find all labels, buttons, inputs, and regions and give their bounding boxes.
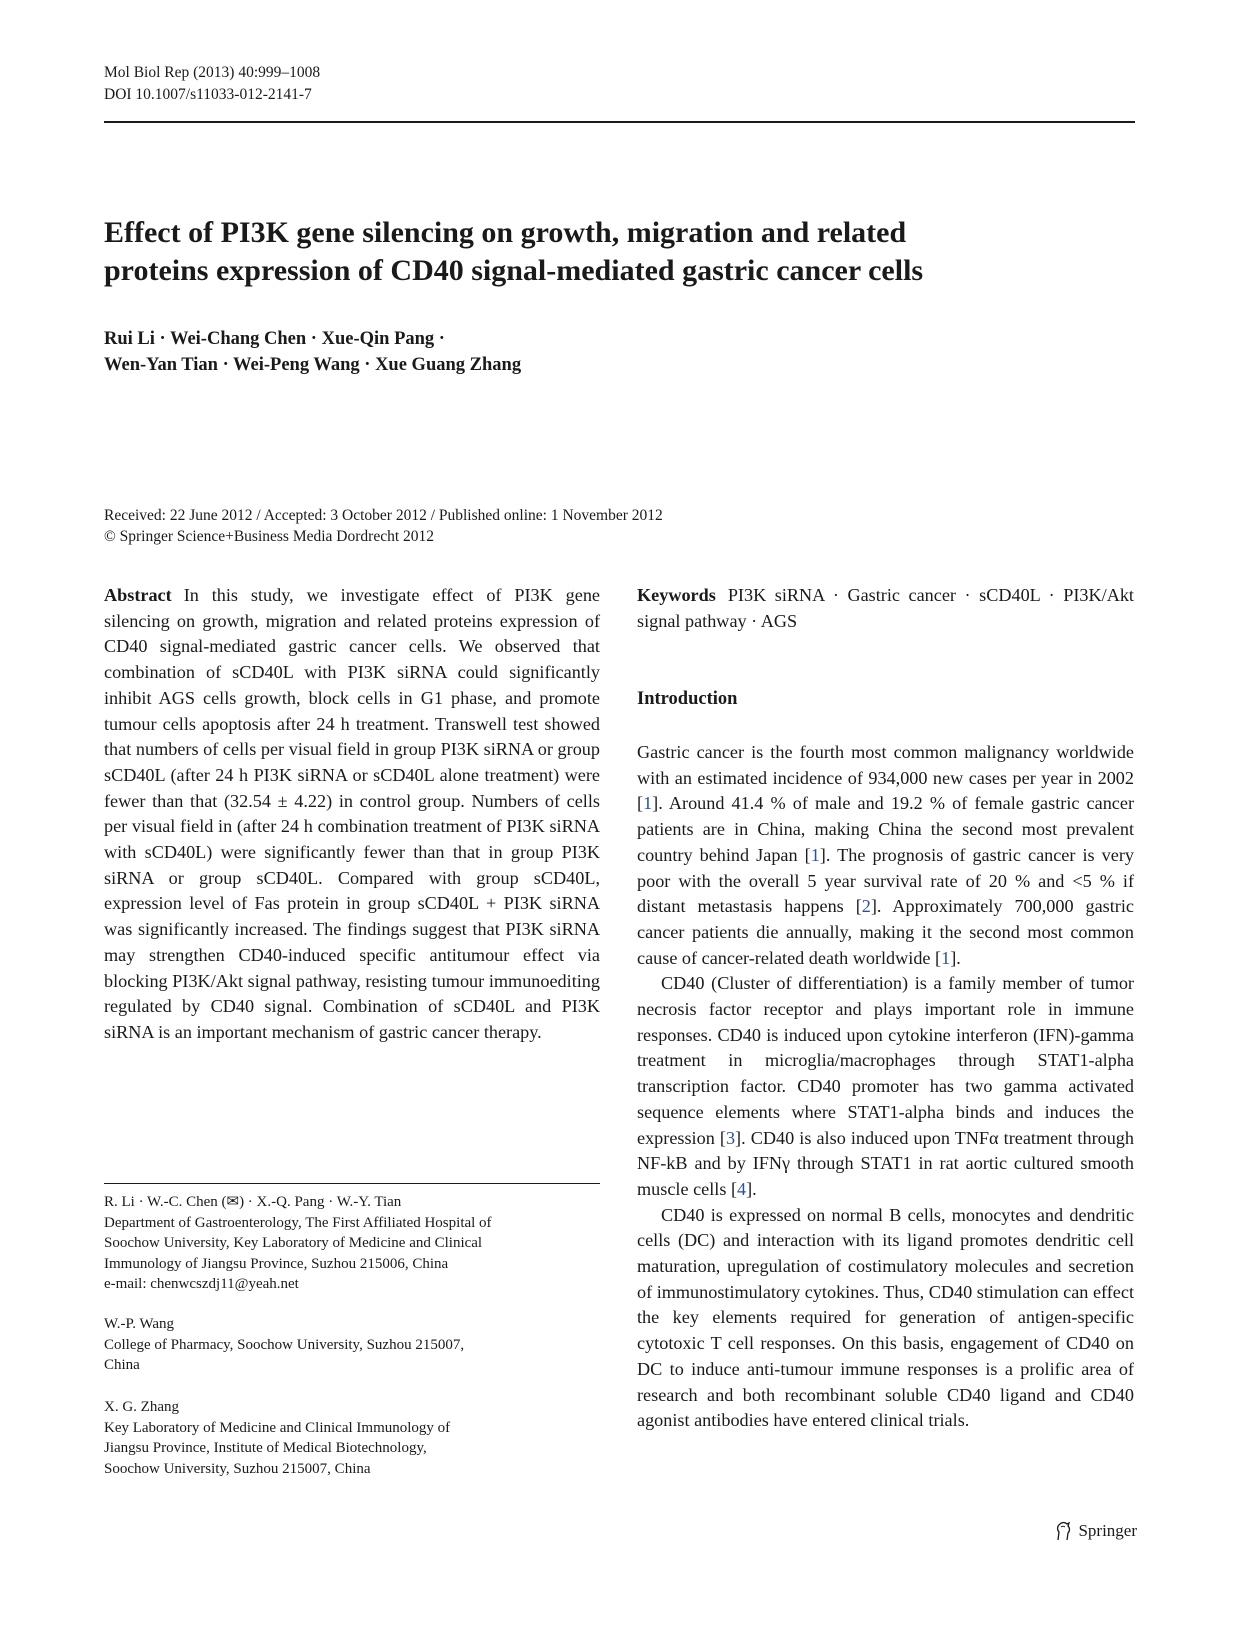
reference-link[interactable]: 1 [810,844,820,865]
dates-line: Received: 22 June 2012 / Accepted: 3 October 2012 / Published online: 1 November 2012 [104,507,663,524]
author-list [104,326,521,378]
affiliation-2 [104,1314,600,1376]
springer-horse-icon [1054,1521,1072,1541]
reference-link[interactable]: 1 [643,793,653,814]
keywords-label: Keywords [637,585,716,605]
reference-link[interactable]: 4 [737,1178,747,1199]
doi-line: DOI 10.1007/s11033-012-2141-7 [104,86,312,103]
affiliation-2-line: China [104,1357,140,1373]
journal-citation: Mol Biol Rep (2013) 40:999–1008 [104,64,321,81]
reference-link[interactable]: 2 [861,896,871,917]
intro-paragraph-2: CD40 (Cluster of differentiation) is a family member of tumor necrosis factor receptor and plays important role in immune responses. CD40 is induced upon cytokine interferon (IFN)-gamma treatment in microglia/macrophages through STAT1-alpha transcription factor. CD40 promoter has two gamma activated sequence elements where STAT1-alpha binds and induces the expression [3]. CD40 is also induced upon TNFα treatment through NF-kB and by IFNγ through STAT1 in rat aortic cultured smooth muscle cells [4]. [637,973,1134,1199]
authors-line-2: Wen-Yan Tian · Wei-Peng Wang · Xue Guang Zhang [104,355,522,375]
copyright-line: © Springer Science+Business Media Dordrecht 2012 [104,528,435,545]
title-line-1: Effect of PI3K gene silencing on growth, migration and related [104,216,907,249]
abstract-label: Abstract [104,585,172,605]
paper-title [104,214,1135,290]
contact-email[interactable]: e-mail: chenwcszdj11@yeah.net [104,1276,299,1292]
header-rule [104,121,1135,123]
affiliation-2-name: W.-P. Wang [104,1316,175,1332]
affiliation-3 [104,1397,600,1479]
footnote-rule [104,1183,600,1184]
affiliation-1-line: Immunology of Jiangsu Province, Suzhou 215006, China [104,1255,449,1272]
affiliation-3-line: Key Laboratory of Medicine and Clinical Immunology of [104,1419,451,1436]
publisher-logo [1054,1521,1137,1541]
keywords-text: PI3K siRNA · Gastric cancer · sCD40L · PI3K/Akt signal pathway · AGS [637,585,1134,631]
affiliation-1-names: R. Li · W.-C. Chen (✉) · X.-Q. Pang · W.-Y. Tian [104,1194,402,1210]
affiliation-2-line: College of Pharmacy, Soochow University, Suzhou 215007, [104,1336,465,1353]
keywords-block [637,583,1134,634]
affiliation-1-line: Soochow University, Key Laboratory of Medicine and Clinical [104,1235,483,1251]
authors-line-1: Rui Li · Wei-Chang Chen · Xue-Qin Pang · [104,329,445,349]
abstract-block [104,583,600,1046]
affiliation-3-line: Jiangsu Province, Institute of Medical Biotechnology, [104,1440,427,1456]
affiliation-1-line: Department of Gastroenterology, The First Affiliated Hospital of [104,1214,492,1231]
intro-paragraph-1: Gastric cancer is the fourth most common malignancy worldwide with an estimated incidence of 934,000 new cases per year in 2002 [1]. Around 41.4 % of male and 19.2 % of female gastric cancer patients are in China, making China the second most prevalent country behind Japan [1]. The prognosis of gastric cancer is very poor with the overall 5 year survival rate of 20 % and <5 % if distant metastasis happens [2]. Approximately 700,000 gastric cancer patients die annually, making it the second most common cause of cancer-related death worldwide [1]. [637,742,1134,968]
affiliation-3-name: X. G. Zhang [104,1399,179,1415]
intro-paragraph-3: CD40 is expressed on normal B cells, monocytes and dendritic cells (DC) and interaction with its ligand promotes dendritic cell maturation, upregulation of costimulatory molecules and secretion of immunostimulatory cytokines. Thus, CD40 stimulation can effect the key elements required for generation of antigen-specific cytotoxic T cell responses. On this basis, engagement of CD40 on DC to induce anti-tumour immune responses is a prolific area of research and both recombinant soluble CD40 ligand and CD40 agonist antibodies have entered clinical trials. [637,1204,1134,1431]
publication-dates [104,505,663,547]
affiliation-1 [104,1192,600,1295]
affiliation-3-line: Soochow University, Suzhou 215007, China [104,1460,371,1477]
reference-link[interactable]: 1 [941,947,951,968]
introduction-body [637,740,1134,1434]
title-line-2: proteins expression of CD40 signal-mediated gastric cancer cells [104,254,924,287]
introduction-heading: Introduction [637,689,738,709]
journal-header [104,62,320,106]
reference-link[interactable]: 3 [725,1127,736,1148]
publisher-name: Springer [1078,1521,1137,1540]
abstract-text: In this study, we investigate effect of PI3K gene silencing on growth, migration and related proteins expression of CD40 signal-mediated gastric cancer cells. We observed that combination of sCD40L with PI3K siRNA could significantly inhibit AGS cells growth, block cells in G1 phase, and promote tumour cells apoptosis after 24 h treatment. Transwell test showed that numbers of cells per visual field in group PI3K siRNA or group sCD40L (after 24 h PI3K siRNA or sCD40L alone treatment) were fewer than that (32.54 ± 4.22) in control group. Numbers of cells per visual field in (after 24 h combination treatment of PI3K siRNA with sCD40L) were significantly fewer than that in group PI3K siRNA or group sCD40L. Compared with group sCD40L, expression level of Fas protein in group sCD40L + PI3K siRNA was significantly increased. The findings suggest that PI3K siRNA may strengthen CD40-induced specific antitumour effect via blocking PI3K/Akt signal pathway, resisting tumour immunoediting regulated by CD40 signal. Combination of sCD40L and PI3K siRNA is an important mechanism of gastric cancer therapy. [104,585,600,1042]
